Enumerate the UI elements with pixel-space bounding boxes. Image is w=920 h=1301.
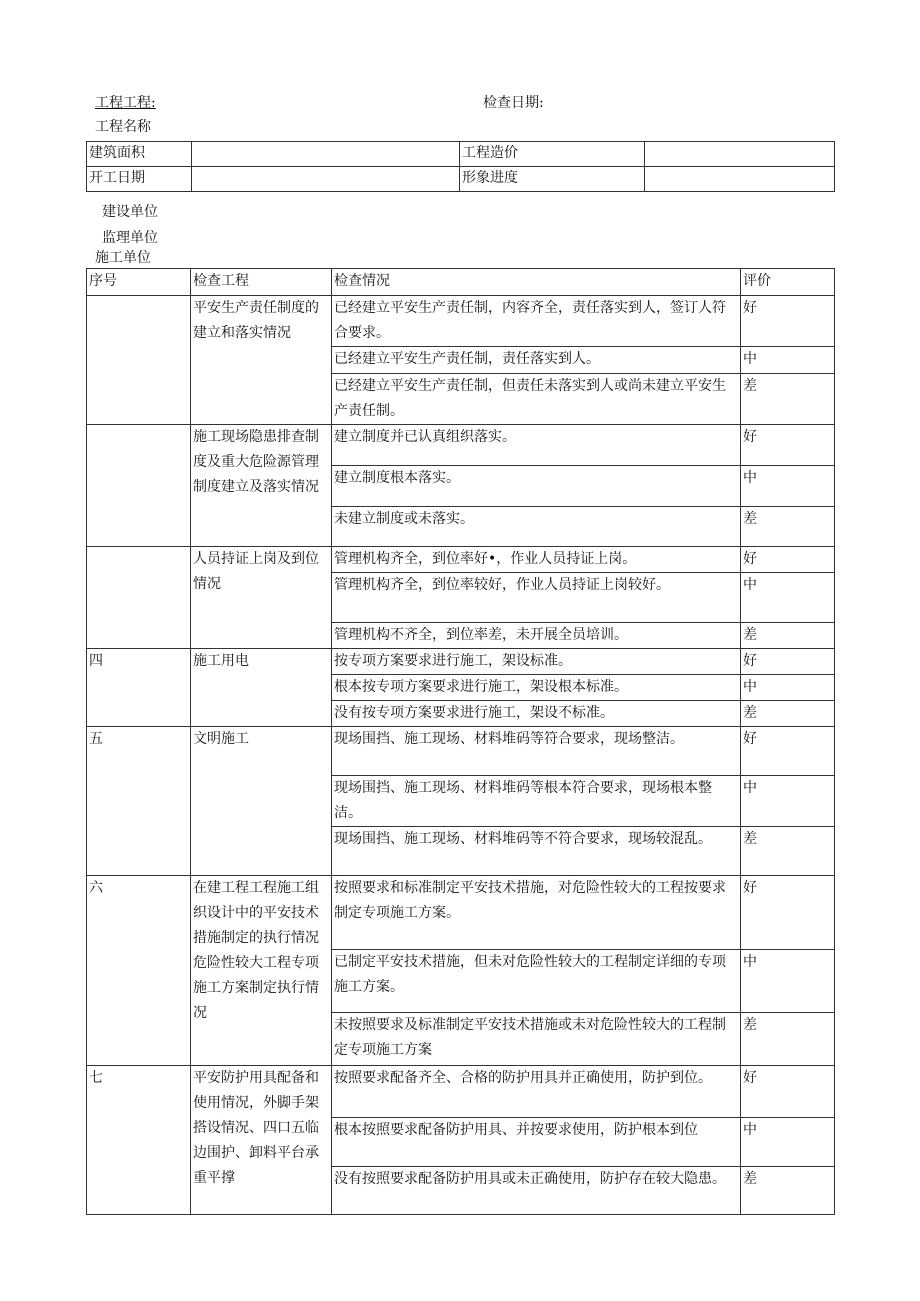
group-item: 在建工程工程施工组织设计中的平安技术措施制定的执行情况危险性较大工程专项施工方案制定执行情况 — [191, 876, 332, 1066]
row-grade: 差 — [741, 623, 835, 649]
row-desc: 现场围挡、施工现场、材料堆码等根本符合要求，现场根本整洁。 — [332, 776, 741, 827]
info-cell — [192, 142, 460, 167]
row-grade: 中 — [741, 466, 835, 507]
row-grade: 中 — [741, 675, 835, 701]
group-item: 施工用电 — [191, 649, 332, 727]
row-desc: 没有按专项方案要求进行施工，架设不标准。 — [332, 701, 741, 727]
row-grade: 中 — [741, 1118, 835, 1167]
constructor-unit-label: 施工单位 — [95, 250, 151, 266]
header-no: 序号 — [87, 269, 191, 296]
group-item: 平安生产责任制度的建立和落实情况 — [191, 296, 332, 425]
group-no — [87, 547, 191, 649]
row-desc: 现场围挡、施工现场、材料堆码等不符合要求，现场较混乱。 — [332, 827, 741, 876]
info-cell: 工程造价 — [460, 142, 645, 167]
table-row — [87, 649, 835, 675]
supervisor-unit-label: 监理单位 — [102, 230, 158, 246]
row-desc: 按照要求和标准制定平安技术措施，对危险性较大的工程按要求制定专项施工方案。 — [332, 876, 741, 950]
inspection-table — [86, 268, 835, 1215]
table-row — [87, 296, 835, 347]
row-desc: 未建立制度或未落实。 — [332, 507, 741, 547]
group-no: 六 — [87, 876, 191, 1066]
row-grade: 中 — [741, 950, 835, 1013]
table-header-row — [87, 269, 835, 296]
group-no — [87, 425, 191, 547]
row-grade: 差 — [741, 1167, 835, 1215]
info-cell: 开工日期 — [87, 167, 192, 192]
row-desc: 管理机构不齐全，到位率差，未开展全员培训。 — [332, 623, 741, 649]
row-desc: 已制定平安技术措施，但未对危险性较大的工程制定详细的专项施工方案。 — [332, 950, 741, 1013]
info-cell — [192, 167, 460, 192]
row-grade: 中 — [741, 347, 835, 374]
row-desc: 根本按照要求配备防护用具、并按要求使用，防护根本到位 — [332, 1118, 741, 1167]
table-row — [87, 727, 835, 776]
table-row — [87, 425, 835, 466]
row-grade: 中 — [741, 573, 835, 623]
group-item: 人员持证上岗及到位情况 — [191, 547, 332, 649]
builder-unit-label: 建设单位 — [102, 204, 158, 220]
row-desc: 建立制度并已认真组织落实。 — [332, 425, 741, 466]
row-desc: 管理机构齐全，到位率较好，作业人员持证上岗较好。 — [332, 573, 741, 623]
table-row — [87, 547, 835, 573]
row-desc: 已经建立平安生产责任制，责任落实到人。 — [332, 347, 741, 374]
row-desc: 按专项方案要求进行施工，架设标准。 — [332, 649, 741, 675]
row-grade: 差 — [741, 507, 835, 547]
info-cell: 建筑面积 — [87, 142, 192, 167]
group-item: 平安防护用具配备和使用情况，外脚手架搭设情况、四口五临边围护、卸料平台承重平撑 — [191, 1066, 332, 1215]
inspect-date-label: 检查日期: — [483, 95, 544, 111]
row-grade: 差 — [741, 374, 835, 425]
header-desc: 检查情况 — [332, 269, 741, 296]
header-grade: 评价 — [741, 269, 835, 296]
row-desc: 现场围挡、施工现场、材料堆码等符合要求，现场整洁。 — [332, 727, 741, 776]
row-desc: 根本按专项方案要求进行施工，架设根本标准。 — [332, 675, 741, 701]
info-cell — [645, 142, 835, 167]
row-grade: 好 — [741, 1066, 835, 1118]
row-grade: 好 — [741, 649, 835, 675]
group-no: 四 — [87, 649, 191, 727]
row-grade: 差 — [741, 1013, 835, 1066]
row-grade: 差 — [741, 827, 835, 876]
row-grade: 好 — [741, 547, 835, 573]
group-no: 七 — [87, 1066, 191, 1215]
row-grade: 差 — [741, 701, 835, 727]
table-row — [87, 876, 835, 950]
row-grade: 好 — [741, 876, 835, 950]
row-desc: 建立制度根本落实。 — [332, 466, 741, 507]
row-desc: 未按照要求及标准制定平安技术措施或未对危险性较大的工程制定专项施工方案 — [332, 1013, 741, 1066]
row-desc: 已经建立平安生产责任制，内容齐全，责任落实到人，签订人符合要求。 — [332, 296, 741, 347]
row-grade: 好 — [741, 727, 835, 776]
group-item: 文明施工 — [191, 727, 332, 876]
info-cell — [645, 167, 835, 192]
row-desc: 按照要求配备齐全、合格的防护用具并正确使用，防护到位。 — [332, 1066, 741, 1118]
row-desc: 已经建立平安生产责任制，但责任未落实到人或尚未建立平安生产责任制。 — [332, 374, 741, 425]
row-desc: 管理机构齐全，到位率好•，作业人员持证上岗。 — [332, 547, 741, 573]
row-grade: 好 — [741, 425, 835, 466]
project-label: 工程工程: — [95, 95, 156, 111]
group-no — [87, 296, 191, 425]
info-cell: 形象进度 — [460, 167, 645, 192]
project-name-label: 工程名称 — [95, 119, 151, 135]
row-grade: 好 — [741, 296, 835, 347]
info-table — [86, 141, 835, 192]
info-row — [87, 142, 835, 167]
group-no: 五 — [87, 727, 191, 876]
group-item: 施工现场隐患排查制度及重大危险源管理制度建立及落实情况 — [191, 425, 332, 547]
table-row — [87, 1066, 835, 1118]
row-grade: 中 — [741, 776, 835, 827]
header-item: 检查工程 — [191, 269, 332, 296]
info-row — [87, 167, 835, 192]
row-desc: 没有按照要求配备防护用具或未正确使用，防护存在较大隐患。 — [332, 1167, 741, 1215]
